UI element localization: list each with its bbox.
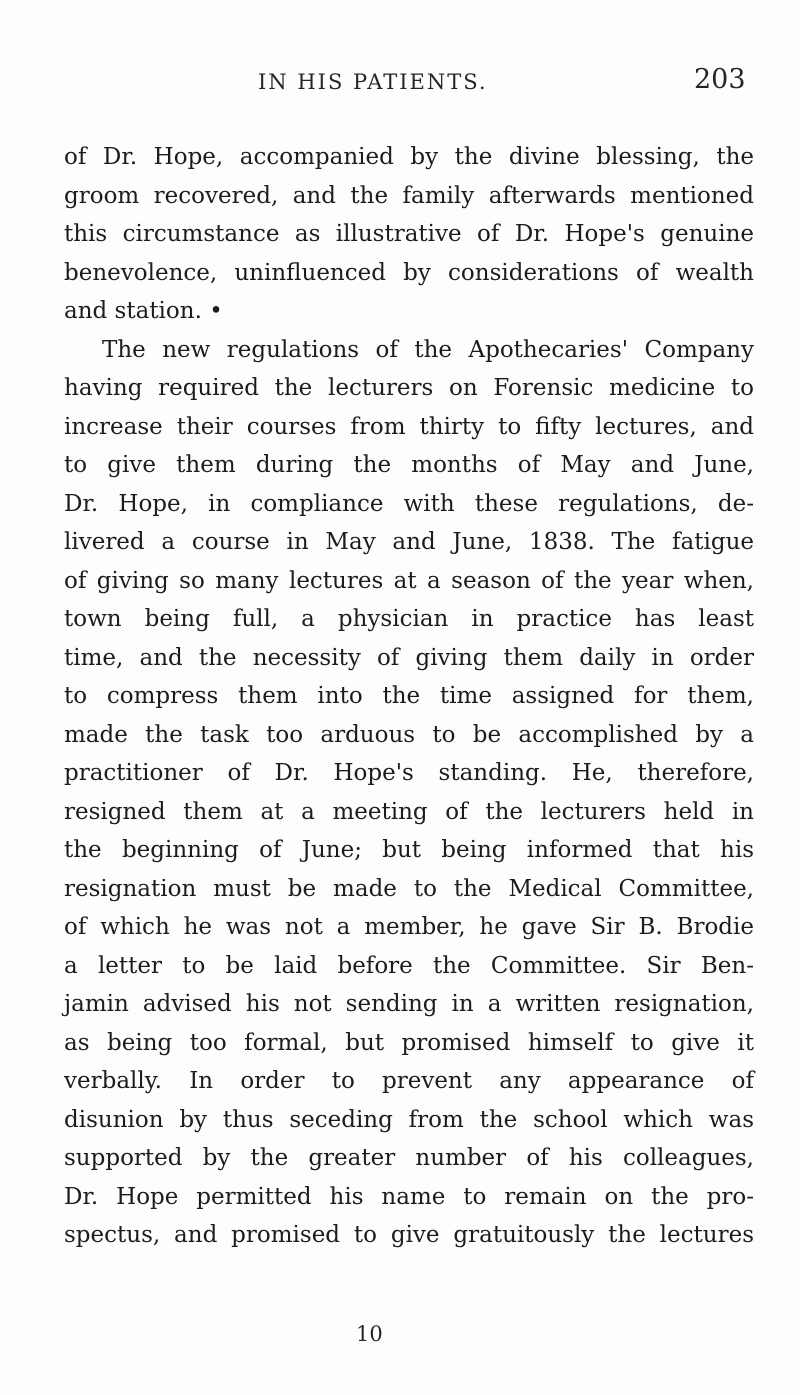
text-line: to give them during the months of May and June, — [64, 452, 754, 478]
text-line: town being full, a physician in practice has least — [64, 606, 754, 632]
text-line: verbally. In order to prevent any appearance of — [64, 1068, 754, 1094]
text-line: of Dr. Hope, accompanied by the divine blessing, the — [64, 144, 754, 170]
text-line: the beginning of June; but being informed that his — [64, 837, 754, 863]
body-text — [64, 138, 754, 1255]
text-line: jamin advised his not sending in a written resignation, — [64, 991, 754, 1017]
page-number: 203 — [694, 64, 746, 95]
text-line: time, and the necessity of giving them daily in order — [64, 644, 754, 671]
text-line: Dr. Hope, in compliance with these regulations, de- — [64, 490, 754, 517]
text-line: increase their courses from thirty to fifty lectures, and — [64, 413, 754, 440]
text-line: Dr. Hope permitted his name to remain on the pro- — [64, 1183, 754, 1210]
text-line: The new regulations of the Apothecaries' Company — [102, 336, 754, 363]
text-line: to compress them into the time assigned for them, — [64, 683, 754, 709]
text-line: livered a course in May and June, 1838. The fatigue — [64, 529, 754, 555]
text-line: a letter to be laid before the Committee. Sir Ben- — [64, 952, 754, 979]
running-head: IN HIS PATIENTS. — [258, 70, 488, 94]
text-line: benevolence, uninfluenced by considerations of wealth — [64, 259, 754, 286]
text-line: resignation must be made to the Medical Committee, — [64, 875, 754, 902]
text-line: and station. • — [64, 298, 223, 324]
text-line: practitioner of Dr. Hope's standing. He, therefore, — [64, 760, 754, 786]
text-line: supported by the greater number of his colleagues, — [64, 1145, 754, 1171]
text-line: disunion by thus seceding from the school which was — [64, 1106, 754, 1133]
text-line: groom recovered, and the family afterwards mentioned — [64, 182, 754, 209]
text-line: this circumstance as illustrative of Dr. Hope's genuine — [64, 221, 754, 247]
signature-mark: 10 — [356, 1322, 383, 1346]
text-line: spectus, and promised to give gratuitously the lectures — [64, 1222, 754, 1248]
text-line: resigned them at a meeting of the lecturers held in — [64, 798, 754, 825]
text-line: having required the lecturers on Forensic medicine to — [64, 375, 754, 401]
text-line: as being too formal, but promised himself to give it — [64, 1029, 754, 1056]
text-line: of which he was not a member, he gave Sir B. Brodie — [64, 914, 754, 940]
text-line: made the task too arduous to be accomplished by a — [64, 721, 754, 748]
text-line: of giving so many lectures at a season of the year when, — [64, 567, 754, 594]
